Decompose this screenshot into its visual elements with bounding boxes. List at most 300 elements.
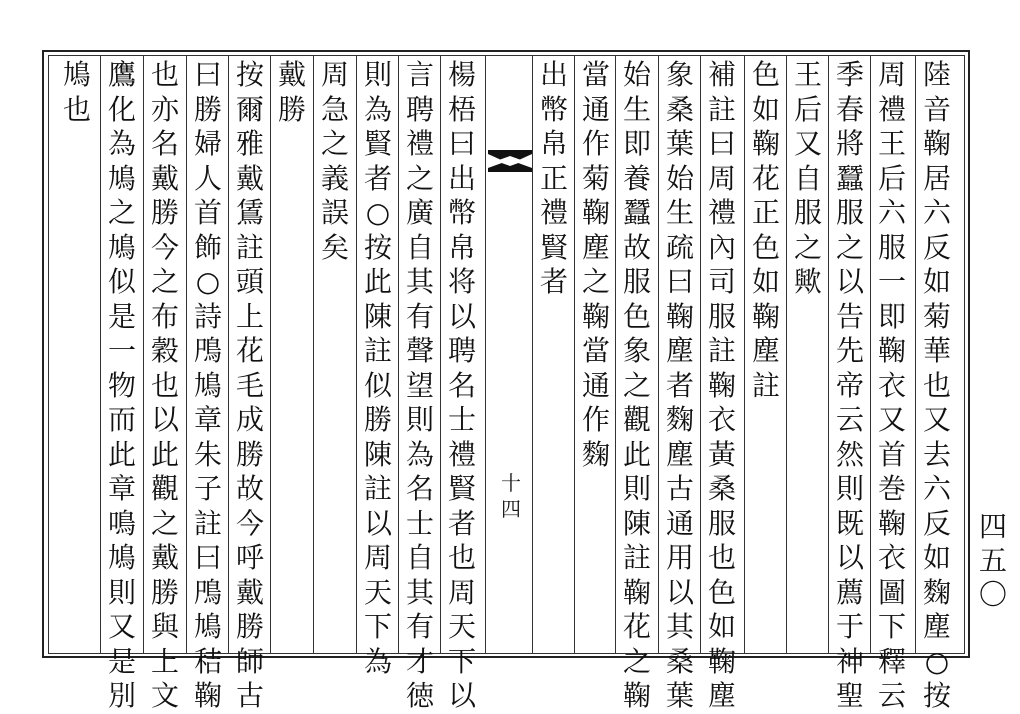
- text-char: 則: [107, 575, 136, 609]
- text-char: 下: [363, 610, 392, 643]
- text-char: 秸: [193, 644, 222, 678]
- text-char: 也: [922, 368, 951, 402]
- text-char: 象: [665, 58, 694, 91]
- text-char: 桑: [665, 92, 694, 126]
- text-char: 音: [922, 92, 951, 126]
- text-char: 色: [751, 58, 780, 91]
- text-char: 廣: [405, 196, 434, 229]
- text-char: 即: [622, 127, 651, 160]
- text-char: 司: [707, 265, 736, 298]
- text-char: 一: [877, 265, 906, 298]
- text-char: 麴: [581, 437, 610, 471]
- text-char: 鞠: [877, 506, 906, 540]
- text-char: 六: [922, 472, 951, 505]
- text-char: 是: [107, 644, 136, 678]
- column-rule: [100, 55, 101, 654]
- text-char: 戴: [150, 541, 179, 574]
- text-char: 則: [405, 403, 434, 436]
- fold-label: [497, 470, 525, 522]
- text-char: 作: [581, 403, 610, 436]
- text-char: 婦: [193, 127, 222, 160]
- text-char: 黃: [707, 437, 736, 471]
- text-char: 鳩: [193, 610, 222, 643]
- text-char: 陳: [363, 299, 392, 333]
- text-char: 故: [235, 472, 264, 505]
- text-char: 鞠: [877, 334, 906, 367]
- text-char: 名: [405, 472, 434, 505]
- text-char: 曰: [193, 541, 222, 574]
- text-char: 桑: [665, 644, 694, 678]
- text-char: 春: [835, 92, 864, 126]
- text-char: 按: [235, 58, 264, 91]
- text-char: 菊: [581, 161, 610, 195]
- text-char: 曰: [193, 58, 222, 91]
- column-rule: [356, 55, 357, 654]
- text-char: 将: [447, 265, 476, 298]
- text-char: 註: [622, 541, 651, 574]
- text-column: [57, 58, 97, 127]
- text-char: 色: [707, 575, 736, 609]
- text-char: 陳: [622, 506, 651, 540]
- text-char: 觀: [150, 472, 179, 505]
- column-rule: [870, 55, 871, 654]
- text-char: 註: [363, 334, 392, 367]
- text-char: 之: [622, 644, 651, 678]
- text-char: 賢: [363, 127, 392, 160]
- text-char: 禮: [707, 196, 736, 229]
- text-char: 鵀: [235, 196, 264, 229]
- text-char: 鞠: [707, 368, 736, 402]
- text-char: 禮: [539, 196, 568, 229]
- text-char: 塵: [665, 437, 694, 471]
- text-char: 塵: [751, 334, 780, 367]
- text-char: 鳩: [107, 541, 136, 574]
- text-char: 註: [193, 506, 222, 540]
- text-char: 誤: [320, 196, 349, 229]
- column-rule: [143, 55, 144, 654]
- text-char: 按: [363, 230, 392, 264]
- text-char: 曰: [447, 127, 476, 160]
- text-char: 爾: [235, 92, 264, 126]
- text-char: 花: [622, 610, 651, 643]
- text-char: 塵: [707, 679, 736, 712]
- text-char: 為: [363, 92, 392, 126]
- text-char: 也: [150, 58, 179, 91]
- text-char: 反: [922, 230, 951, 264]
- text-char: 朱: [193, 437, 222, 471]
- column-rule: [398, 55, 399, 654]
- text-char: 者: [363, 161, 392, 195]
- text-char: 毛: [235, 368, 264, 402]
- fishtail-ornament: [488, 150, 532, 172]
- text-char: 飾: [193, 230, 222, 264]
- text-char: 衣: [877, 368, 906, 402]
- text-char: 有: [405, 610, 434, 643]
- text-char: 塵: [922, 610, 951, 643]
- text-char: 之: [107, 196, 136, 229]
- text-char: 聲: [405, 334, 434, 367]
- text-char: 曰: [665, 265, 694, 298]
- text-char: 釋: [877, 644, 906, 678]
- text-char: 又: [107, 610, 136, 643]
- text-column: [788, 58, 828, 300]
- text-char: 鞠: [707, 644, 736, 678]
- text-char: 註: [363, 472, 392, 505]
- text-char: 出: [447, 161, 476, 195]
- column-rule: [186, 55, 187, 654]
- text-char: 帝: [835, 368, 864, 402]
- text-char: 鞠: [581, 196, 610, 229]
- text-char: 如: [751, 265, 780, 298]
- text-char: 以: [835, 541, 864, 574]
- text-char: 是: [107, 299, 136, 333]
- text-char: 故: [622, 230, 651, 264]
- text-char: 作: [581, 127, 610, 160]
- text-char: 義: [320, 161, 349, 195]
- text-char: 之: [835, 230, 864, 264]
- text-char: 葉: [665, 127, 694, 160]
- text-column: [872, 58, 912, 714]
- page-number: [975, 510, 1011, 612]
- text-char: 此: [150, 437, 179, 471]
- text-char: 后: [877, 161, 906, 195]
- text-char: 文: [150, 679, 179, 712]
- text-char: 勝: [235, 437, 264, 471]
- text-char: 其: [665, 610, 694, 643]
- text-char: 既: [835, 506, 864, 540]
- text-char: 一: [107, 334, 136, 367]
- text-char: 自: [793, 161, 822, 195]
- text-char: 者: [539, 265, 568, 298]
- page-number-char: 五: [978, 544, 1007, 577]
- text-char: 華: [922, 334, 951, 367]
- text-char: 禮: [447, 437, 476, 471]
- text-char: 蠶: [835, 161, 864, 195]
- text-char: 正: [751, 196, 780, 229]
- text-char: 鳩: [107, 230, 136, 264]
- text-char: 周: [707, 161, 736, 195]
- text-column: [534, 58, 574, 300]
- text-char: 與: [150, 610, 179, 643]
- text-char: 以: [665, 575, 694, 609]
- text-char: 按: [922, 679, 951, 712]
- text-char: 首: [877, 437, 906, 471]
- text-char: 則: [835, 472, 864, 505]
- text-char: 如: [922, 265, 951, 298]
- text-column: [576, 58, 616, 472]
- column-rule: [786, 55, 787, 654]
- text-char: 註: [707, 334, 736, 367]
- text-char: 有: [405, 299, 434, 333]
- text-char: 之: [320, 127, 349, 160]
- text-char: 鳩: [107, 161, 136, 195]
- text-char: 也: [707, 541, 736, 574]
- text-char: 以: [447, 299, 476, 333]
- text-char: 然: [835, 437, 864, 471]
- text-char: 望: [405, 368, 434, 402]
- text-char: 云: [877, 679, 906, 712]
- text-char: 章: [107, 472, 136, 505]
- text-char: 鞠: [622, 679, 651, 712]
- text-char: 鳴: [107, 506, 136, 540]
- text-char: 幣: [539, 92, 568, 126]
- text-char: 內: [707, 230, 736, 264]
- text-char: 塵: [581, 230, 610, 264]
- text-char: 巻: [877, 472, 906, 505]
- text-char: 以: [363, 506, 392, 540]
- text-char: 其: [405, 265, 434, 298]
- text-char: 用: [665, 541, 694, 574]
- text-char: 則: [622, 472, 651, 505]
- text-char: 章: [193, 403, 222, 436]
- text-column: [746, 58, 786, 403]
- text-char: 名: [150, 127, 179, 160]
- text-char: 鳩: [62, 58, 91, 91]
- text-char: 鞠: [622, 575, 651, 609]
- text-char: 觀: [622, 403, 651, 436]
- column-rule: [313, 55, 314, 654]
- text-char: 歟: [793, 265, 822, 298]
- fold-label-char: 四: [501, 497, 521, 521]
- text-char: 衣: [707, 403, 736, 436]
- text-char: 也: [62, 92, 91, 126]
- text-char: 以: [447, 679, 476, 712]
- text-char: 象: [622, 334, 651, 367]
- text-char: 為: [363, 644, 392, 678]
- text-char: 自: [405, 541, 434, 574]
- text-char: 聘: [405, 92, 434, 126]
- text-char: 葉: [665, 679, 694, 712]
- text-char: 王: [793, 58, 822, 91]
- text-char: 鞠: [665, 299, 694, 333]
- text-char: 帛: [447, 230, 476, 264]
- text-char: 鞠: [751, 127, 780, 160]
- text-char: 戴: [277, 58, 306, 91]
- column-rule: [700, 55, 701, 654]
- text-char: 于: [835, 610, 864, 643]
- text-char: 楊: [447, 58, 476, 91]
- text-char: 始: [622, 58, 651, 91]
- text-char: 正: [539, 161, 568, 195]
- column-rule: [744, 55, 745, 654]
- text-char: 居: [922, 161, 951, 195]
- text-char: 將: [835, 127, 864, 160]
- center-fold: [485, 55, 533, 654]
- text-char: 勝: [277, 92, 306, 126]
- text-char: 色: [751, 230, 780, 264]
- text-char: 周: [877, 58, 906, 91]
- text-char: 之: [793, 230, 822, 264]
- text-char: 又: [793, 127, 822, 160]
- text-char: 塵: [665, 334, 694, 367]
- text-char: 始: [665, 161, 694, 195]
- text-char: 今: [150, 230, 179, 264]
- text-char: 名: [447, 368, 476, 402]
- text-char: 生: [622, 92, 651, 126]
- text-char: 帛: [539, 127, 568, 160]
- text-char: 矣: [320, 230, 349, 264]
- text-char: 后: [793, 92, 822, 126]
- text-char: 人: [193, 161, 222, 195]
- text-char: 如: [922, 541, 951, 574]
- text-char: 之: [622, 368, 651, 402]
- text-char: 王: [877, 127, 906, 160]
- text-char: ○: [924, 644, 950, 678]
- text-char: 以: [835, 265, 864, 298]
- text-char: 服: [877, 230, 906, 264]
- text-char: 賢: [447, 472, 476, 505]
- text-char: 註: [235, 230, 264, 264]
- text-char: 此: [363, 265, 392, 298]
- text-char: 而: [107, 403, 136, 436]
- text-column: [272, 58, 312, 127]
- text-char: 下: [447, 644, 476, 678]
- text-char: 亦: [150, 92, 179, 126]
- text-char: 色: [622, 299, 651, 333]
- text-char: 幣: [447, 196, 476, 229]
- text-char: 曰: [707, 127, 736, 160]
- text-char: 勝: [363, 403, 392, 436]
- page-number-char: 四: [978, 510, 1007, 543]
- text-char: 詩: [193, 299, 222, 333]
- text-char: 又: [877, 403, 906, 436]
- text-char: 鞠: [581, 299, 610, 333]
- text-char: 布: [150, 299, 179, 333]
- text-char: 又: [922, 403, 951, 436]
- text-char: 徳: [405, 679, 434, 712]
- text-char: 麴: [665, 403, 694, 436]
- text-char: 養: [622, 161, 651, 195]
- text-char: 勝: [235, 610, 264, 643]
- text-char: 服: [707, 299, 736, 333]
- text-column: [315, 58, 355, 265]
- text-char: 服: [835, 196, 864, 229]
- text-char: 如: [707, 610, 736, 643]
- text-char: 也: [447, 541, 476, 574]
- text-column: [145, 58, 185, 714]
- text-column: [400, 58, 440, 714]
- text-char: 去: [922, 437, 951, 471]
- fold-label-char: 十: [501, 471, 521, 495]
- text-char: 此: [622, 437, 651, 471]
- text-char: 菊: [922, 299, 951, 333]
- text-char: 才: [405, 644, 434, 678]
- text-char: 服: [622, 265, 651, 298]
- text-char: 註: [707, 92, 736, 126]
- text-char: 鳲: [193, 334, 222, 367]
- column-rule: [658, 55, 659, 654]
- text-char: 為: [405, 437, 434, 471]
- text-char: 先: [835, 334, 864, 367]
- text-char: 花: [751, 161, 780, 195]
- text-char: 之: [581, 265, 610, 298]
- text-char: 聘: [447, 334, 476, 367]
- text-column: [617, 58, 657, 714]
- text-char: 周: [320, 58, 349, 91]
- text-char: 古: [235, 679, 264, 712]
- text-char: 註: [751, 368, 780, 402]
- text-char: 化: [107, 92, 136, 126]
- text-char: 補: [707, 58, 736, 91]
- text-char: 似: [107, 265, 136, 298]
- text-char: 上: [235, 299, 264, 333]
- text-column: [660, 58, 700, 714]
- text-char: 戴: [235, 575, 264, 609]
- text-char: 為: [107, 127, 136, 160]
- text-char: 鳩: [193, 368, 222, 402]
- text-char: 頭: [235, 265, 264, 298]
- text-char: 即: [877, 299, 906, 333]
- text-char: 戴: [150, 161, 179, 195]
- text-char: ○: [365, 196, 391, 229]
- text-char: 生: [665, 196, 694, 229]
- column-rule: [440, 55, 441, 654]
- text-column: [358, 58, 398, 679]
- text-char: 鳲: [193, 575, 222, 609]
- page-number-char: 〇: [978, 578, 1007, 611]
- text-char: 別: [107, 679, 136, 712]
- text-char: 如: [751, 92, 780, 126]
- text-char: 圖: [877, 575, 906, 609]
- text-column: [830, 58, 870, 714]
- text-char: 古: [665, 472, 694, 505]
- text-char: 勝: [193, 92, 222, 126]
- text-char: 周: [363, 541, 392, 574]
- text-column: [442, 58, 482, 714]
- column-rule: [228, 55, 229, 654]
- text-char: 云: [835, 403, 864, 436]
- column-rule: [574, 55, 575, 654]
- text-column: [188, 58, 228, 714]
- text-char: 六: [877, 196, 906, 229]
- text-char: 鞠: [922, 127, 951, 160]
- text-column: [917, 58, 957, 714]
- text-char: 者: [447, 506, 476, 540]
- text-char: 通: [665, 506, 694, 540]
- text-char: 師: [235, 644, 264, 678]
- text-char: 陸: [922, 58, 951, 91]
- text-char: 禮: [877, 92, 906, 126]
- text-char: 急: [320, 92, 349, 126]
- text-char: 之: [405, 161, 434, 195]
- text-char: 鞠: [751, 299, 780, 333]
- text-char: 以: [150, 403, 179, 436]
- text-char: 成: [235, 403, 264, 436]
- text-char: 天: [447, 610, 476, 643]
- text-char: 通: [581, 368, 610, 402]
- text-char: 賢: [539, 230, 568, 264]
- text-char: 聖: [835, 679, 864, 712]
- text-char: 鞠: [193, 679, 222, 712]
- text-char: 季: [835, 58, 864, 91]
- text-char: 似: [363, 368, 392, 402]
- text-char: 當: [581, 58, 610, 91]
- text-char: 之: [150, 265, 179, 298]
- text-char: 之: [150, 506, 179, 540]
- text-char: 雅: [235, 127, 264, 160]
- text-char: 出: [539, 58, 568, 91]
- text-char: 物: [107, 368, 136, 402]
- text-char: 此: [107, 437, 136, 471]
- text-char: 通: [581, 92, 610, 126]
- text-char: 衣: [877, 541, 906, 574]
- text-char: 梧: [447, 92, 476, 126]
- text-char: 者: [665, 368, 694, 402]
- text-char: 禮: [405, 127, 434, 160]
- text-char: 首: [193, 196, 222, 229]
- text-char: 則: [363, 58, 392, 91]
- text-char: 陳: [363, 437, 392, 471]
